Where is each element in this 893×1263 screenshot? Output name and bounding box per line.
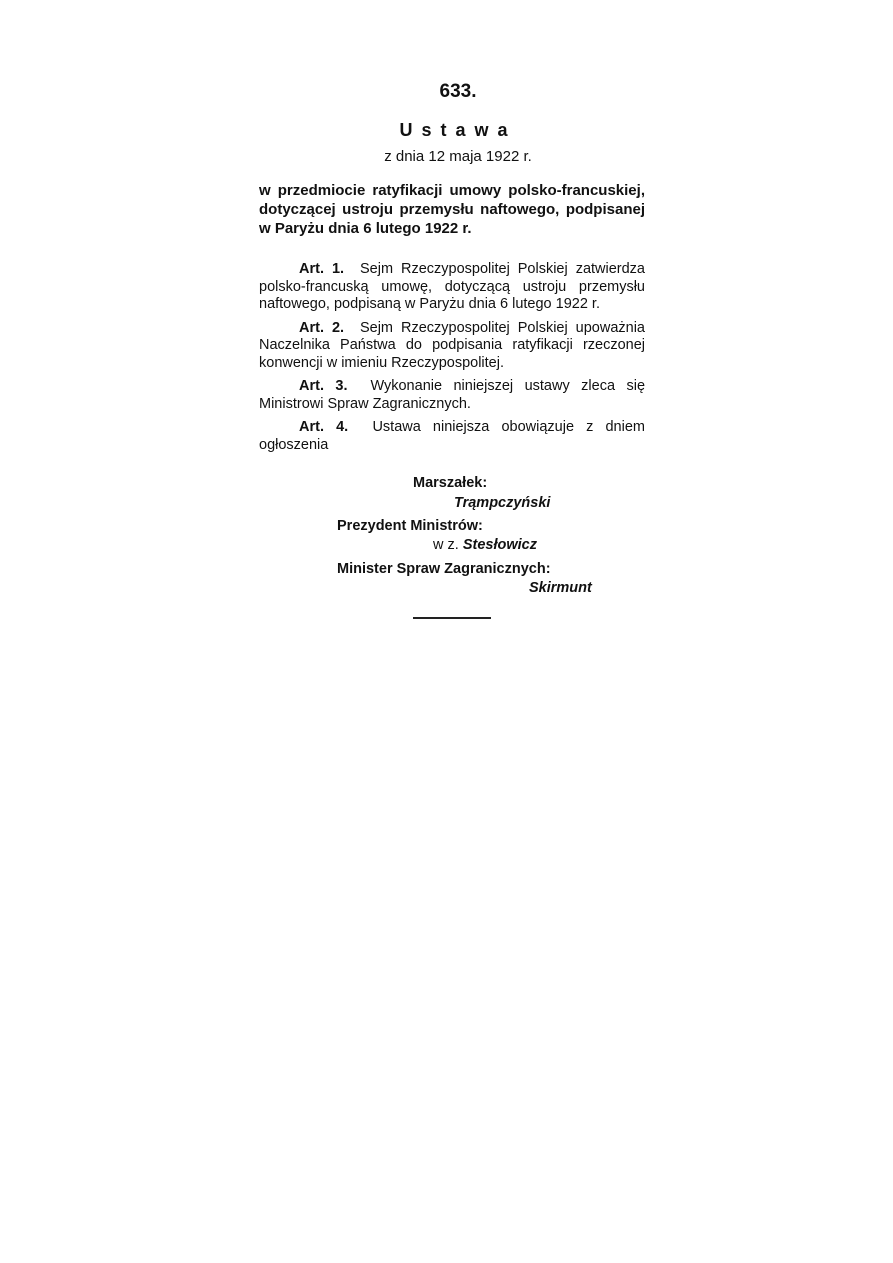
prime-minister-signature [433, 536, 537, 554]
article-text: Sejm Rzeczypospolitej Polskiej upoważnia Naczelnika Państwa do podpisania ratyfikacji rzeczonej konwencji w imieniu Rzeczypospolitej. [259, 319, 645, 371]
article-text: Sejm Rzeczypospolitej Polskiej zatwierdza polsko-francuską umowę, dotyczącą ustroju przemysłu naftowego, podpisaną w Paryżu dnia 6 lutego 1922 r. [259, 261, 645, 312]
marshal-title: Marszałek: [413, 475, 488, 491]
prime-minister-name: Stesłowicz [462, 537, 537, 553]
article-label: Art. 1. [299, 261, 345, 277]
article-3 [259, 378, 645, 413]
document-date: z dnia 12 maja 1922 r. [384, 148, 532, 165]
foreign-minister-name: Skirmunt [529, 580, 592, 596]
article-text: Wykonanie niniejszej ustawy zleca się Ministrowi Spraw Zagranicznych. [259, 378, 646, 412]
article-2 [259, 320, 645, 373]
document-title: Ustawa [399, 120, 517, 140]
document-number: 633. [439, 81, 477, 102]
article-label: Art. 2. [299, 319, 345, 336]
signature-block [259, 466, 645, 596]
article-label: Art. 4. [299, 419, 349, 435]
document-subject: w przedmiocie ratyfikacji umowy polsko-francuskiej, dotyczącej ustroju przemysłu naftowego, podpisanej w Paryżu dnia 6 lutego 1922 r. [259, 182, 645, 237]
article-1 [259, 261, 645, 314]
foreign-minister-title: Minister Spraw Zagranicznych: [337, 561, 551, 577]
deputy-prefix: w z. [433, 537, 459, 553]
article-4 [259, 419, 645, 454]
closing-rule [413, 617, 491, 619]
article-text: Ustawa niniejsza obowiązuje z dniem ogłoszenia [259, 419, 645, 453]
document-column [259, 80, 645, 596]
marshal-name: Trąmpczyński [454, 495, 551, 511]
prime-minister-title: Prezydent Ministrów: [337, 518, 483, 534]
article-label: Art. 3. [299, 378, 348, 394]
